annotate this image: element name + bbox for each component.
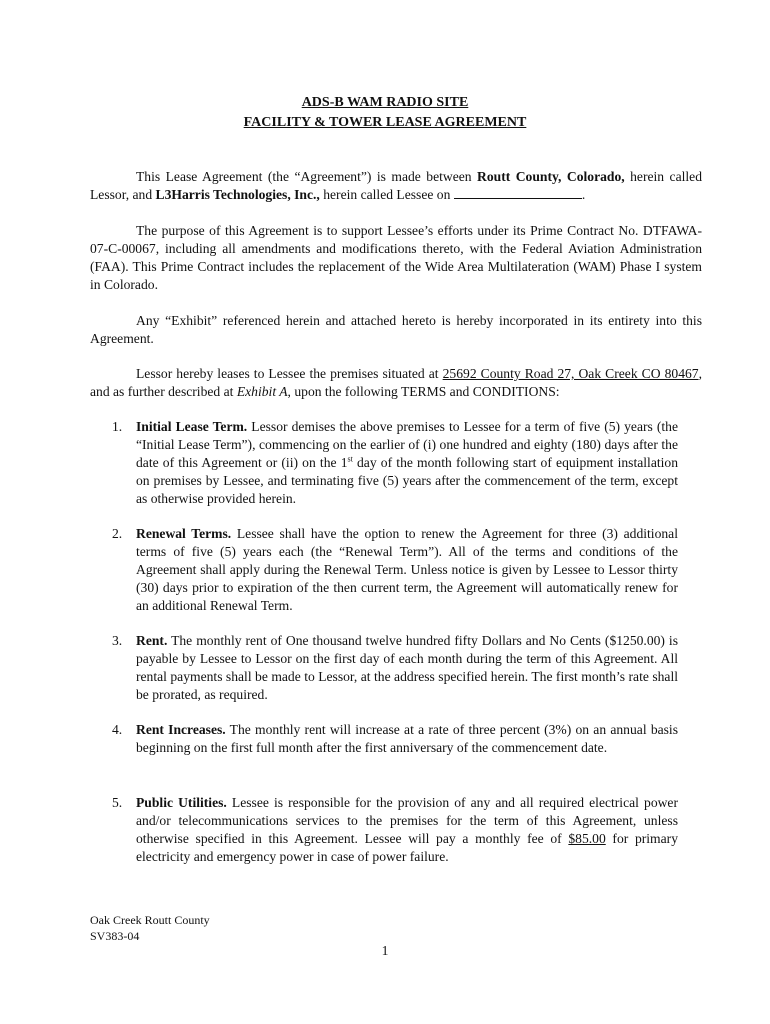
item-heading: Rent Increases.	[136, 722, 226, 737]
item-number: 1.	[112, 419, 123, 434]
list-item-rent	[112, 632, 678, 704]
lessee-name: L3Harris Technologies, Inc.,	[155, 187, 320, 202]
item-text: Lessee shall have the option to renew the Agreement for three (3) additional terms of five (5) years each (the “Renewal Term”). All of the terms and conditions of the Agreement shall apply during the Renewal Term. Unless notice is given by Lessee to Lessor thirty (30) days prior to expiration of the then current term, the Agreement will automatically renew for an additional Renewal Term.	[136, 526, 678, 613]
item-body	[136, 794, 678, 866]
utility-fee: $85.00	[568, 831, 606, 846]
item-number: 2.	[112, 526, 123, 541]
lease-text-1: Lessor hereby leases to Lessee the premises situated at	[136, 366, 443, 381]
item-text-1: Lessee is responsible for the provision of any and all required electrical power and/or telecommunications services to the premises for the term of this Agreement, unless otherwise specified in this Agreement. Lessee will pay a monthly fee of	[136, 795, 678, 846]
lease-text-2: , and as further described at	[90, 366, 702, 399]
item-number: 3.	[112, 633, 123, 648]
exhibit-reference: Exhibit A	[236, 384, 288, 399]
item-text: The monthly rent of One thousand twelve hundred fifty Dollars and No Cents ($1250.00) is payable by Lessee to Lessor on the first day of each month during the term of this Agreement. All rental payments shall be made to Lessor, at the address specified herein. The first month’s rate shall be prorated, as required.	[136, 633, 678, 702]
lease-paragraph	[90, 365, 702, 401]
page-number: 1	[381, 943, 389, 958]
item-heading: Initial Lease Term.	[136, 419, 248, 434]
title-line-2: FACILITY & TOWER LEASE AGREEMENT	[243, 115, 527, 130]
intro-text-4: .	[581, 187, 586, 202]
list-item-renewal-terms	[112, 525, 678, 615]
intro-text-1: This Lease Agreement (the “Agreement”) is made between	[136, 169, 478, 184]
list-item-initial-lease-term	[112, 418, 678, 508]
intro-text-3: herein called Lessee on	[319, 187, 454, 202]
item-heading: Renewal Terms.	[136, 526, 232, 541]
item-superscript: st	[347, 454, 353, 464]
item-number: 5.	[112, 795, 123, 810]
item-body	[136, 525, 678, 615]
item-text-1: Lessor demises the above premises to Lessee for a term of five (5) years (the “Initial Lease Term”), commencing on the earlier of (i) one hundred and eighty (180) days after the date of this Agreement or (ii) on the 1	[136, 419, 678, 470]
date-blank-line	[454, 186, 582, 199]
footer-line-1: Oak Creek Routt County	[90, 913, 210, 927]
purpose-paragraph: The purpose of this Agreement is to support Lessee’s efforts under its Prime Contract No. DTFAWA-07-C-00067, including all amendments and modifications thereto, with the Federal Aviation Administration (FAA). This Prime Contract includes the replacement of the Wide Area Multilateration (WAM) Phase I system in Colorado.	[90, 223, 702, 292]
item-number: 4.	[112, 722, 123, 737]
list-item-rent-increases	[112, 721, 678, 757]
list-item-public-utilities	[112, 794, 678, 866]
lessor-name: Routt County, Colorado,	[477, 169, 625, 184]
footer-line-2: SV383-04	[90, 929, 140, 943]
title-line-1: ADS-B WAM RADIO SITE	[301, 95, 469, 110]
item-text-2: day of the month following start of equipment installation on premises by Lessee, and terminating five (5) years after the commencement of the term, except as otherwise provided herein.	[136, 455, 678, 506]
premises-address: 25692 County Road 27, Oak Creek CO 80467	[442, 366, 699, 381]
exhibit-paragraph: Any “Exhibit” referenced herein and attached hereto is hereby incorporated in its entirety into this Agreement.	[90, 313, 702, 346]
item-body	[136, 418, 678, 508]
item-heading: Rent.	[136, 633, 168, 648]
item-heading: Public Utilities.	[136, 795, 227, 810]
item-body	[136, 721, 678, 757]
intro-text-2: herein called Lessor, and	[90, 169, 702, 202]
item-text-2: for primary electricity and emergency power in case of power failure.	[136, 831, 678, 864]
intro-paragraph	[90, 168, 702, 204]
item-body	[136, 632, 678, 704]
item-text: The monthly rent will increase at a rate of three percent (3%) on an annual basis beginning on the first full month after the first anniversary of the commencement date.	[136, 722, 679, 755]
lease-text-3: , upon the following TERMS and CONDITIONS:	[287, 384, 560, 399]
